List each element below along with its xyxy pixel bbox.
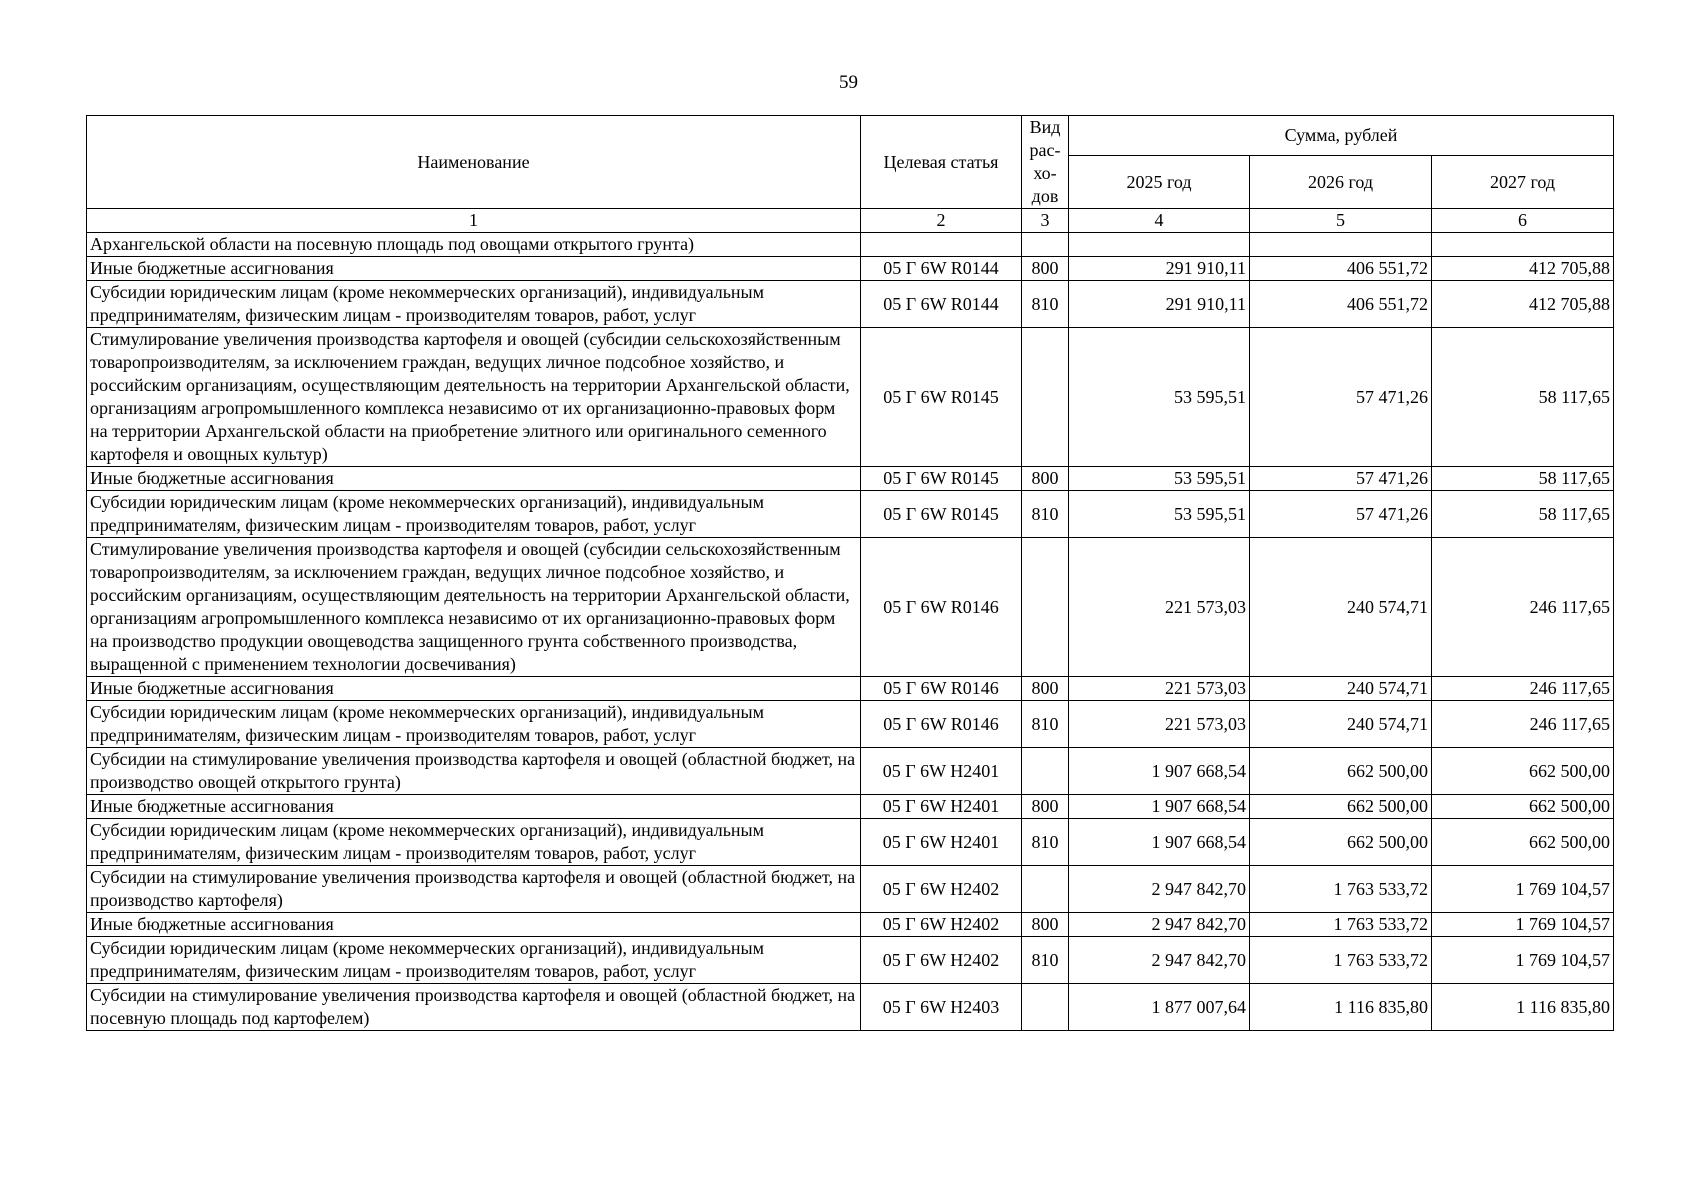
row-sum-2027: 1 769 104,57 (1432, 866, 1614, 913)
row-expense-type: 800 (1022, 795, 1069, 819)
header-year-2027: 2027 год (1432, 156, 1614, 209)
row-name: Иные бюджетные ассигнования (87, 795, 861, 819)
table-row (87, 491, 1614, 538)
row-expense-type: 810 (1022, 491, 1069, 538)
row-sum-2025: 53 595,51 (1069, 328, 1250, 467)
row-sum-2025 (1069, 233, 1250, 257)
row-expense-type (1022, 233, 1069, 257)
row-sum-2025: 221 573,03 (1069, 677, 1250, 701)
row-expense-type: 810 (1022, 281, 1069, 328)
row-name: Субсидии юридическим лицам (кроме некоммерческих организаций), индивидуальным предпринимателям, физическим лицам - производителям товаров, работ, услуг (87, 819, 861, 866)
row-name: Субсидии юридическим лицам (кроме некоммерческих организаций), индивидуальным предпринимателям, физическим лицам - производителям товаров, работ, услуг (87, 491, 861, 538)
row-name: Архангельской области на посевную площадь под овощами открытого грунта) (87, 233, 861, 257)
table-row (87, 257, 1614, 281)
row-expense-type: 800 (1022, 467, 1069, 491)
row-target-code: 05 Г 6W Н2402 (861, 913, 1022, 937)
header-name: Наименование (87, 116, 861, 209)
row-name: Субсидии на стимулирование увеличения производства картофеля и овощей (областной бюджет, на посевную площадь под картофелем) (87, 984, 861, 1031)
row-sum-2026: 662 500,00 (1250, 795, 1432, 819)
column-number: 3 (1022, 209, 1069, 233)
row-sum-2026: 57 471,26 (1250, 491, 1432, 538)
header-sum: Сумма, рублей (1069, 116, 1614, 156)
row-target-code: 05 Г 6W R0145 (861, 491, 1022, 538)
row-sum-2026: 1 763 533,72 (1250, 866, 1432, 913)
header-type: Вид рас- хо- дов (1022, 116, 1069, 209)
row-target-code: 05 Г 6W R0146 (861, 701, 1022, 748)
column-number: 5 (1250, 209, 1432, 233)
row-target-code: 05 Г 6W Н2401 (861, 795, 1022, 819)
row-expense-type: 800 (1022, 677, 1069, 701)
row-sum-2026: 57 471,26 (1250, 467, 1432, 491)
row-sum-2026: 57 471,26 (1250, 328, 1432, 467)
row-expense-type (1022, 538, 1069, 677)
row-expense-type: 800 (1022, 913, 1069, 937)
table-row (87, 677, 1614, 701)
table-row (87, 913, 1614, 937)
row-expense-type (1022, 748, 1069, 795)
row-sum-2026: 662 500,00 (1250, 748, 1432, 795)
row-sum-2026: 1 763 533,72 (1250, 913, 1432, 937)
row-name: Стимулирование увеличения производства картофеля и овощей (субсидии сельскохозяйственным товаропроизводителям, за исключением граждан, ведущих личное подсобное хозяйство, и российским организациям, осуществляющим деятельность на территории Архангельской области, организациям агропромышленного комплекса независимо от их организационно-правовых форм на производство продукции овощеводства защищенного грунта собственного производства, выращенной с применением технологии досвечивания) (87, 538, 861, 677)
row-sum-2025: 291 910,11 (1069, 257, 1250, 281)
row-target-code: 05 Г 6W Н2401 (861, 748, 1022, 795)
table-row (87, 701, 1614, 748)
row-sum-2027: 1 116 835,80 (1432, 984, 1614, 1031)
column-number: 1 (87, 209, 861, 233)
row-sum-2027: 662 500,00 (1432, 748, 1614, 795)
table-row (87, 748, 1614, 795)
table-row (87, 866, 1614, 913)
row-sum-2026: 662 500,00 (1250, 819, 1432, 866)
row-target-code: 05 Г 6W R0146 (861, 677, 1022, 701)
row-target-code: 05 Г 6W R0145 (861, 467, 1022, 491)
row-sum-2026: 1 763 533,72 (1250, 937, 1432, 984)
column-number: 4 (1069, 209, 1250, 233)
row-sum-2027: 662 500,00 (1432, 819, 1614, 866)
row-sum-2025: 1 877 007,64 (1069, 984, 1250, 1031)
table-body (87, 233, 1614, 1031)
row-sum-2027: 1 769 104,57 (1432, 937, 1614, 984)
row-target-code: 05 Г 6W Н2401 (861, 819, 1022, 866)
row-name: Иные бюджетные ассигнования (87, 677, 861, 701)
row-expense-type: 810 (1022, 701, 1069, 748)
table-row (87, 538, 1614, 677)
row-sum-2025: 221 573,03 (1069, 701, 1250, 748)
row-sum-2027 (1432, 233, 1614, 257)
table-row (87, 937, 1614, 984)
row-target-code: 05 Г 6W Н2402 (861, 866, 1022, 913)
row-sum-2025: 53 595,51 (1069, 491, 1250, 538)
row-name: Субсидии на стимулирование увеличения производства картофеля и овощей (областной бюджет, на производство овощей открытого грунта) (87, 748, 861, 795)
row-sum-2025: 1 907 668,54 (1069, 748, 1250, 795)
row-sum-2027: 246 117,65 (1432, 538, 1614, 677)
row-name: Иные бюджетные ассигнования (87, 257, 861, 281)
row-target-code: 05 Г 6W R0144 (861, 281, 1022, 328)
row-expense-type (1022, 328, 1069, 467)
column-number-row (87, 209, 1614, 233)
row-sum-2027: 412 705,88 (1432, 281, 1614, 328)
row-name: Субсидии юридическим лицам (кроме некоммерческих организаций), индивидуальным предпринимателям, физическим лицам - производителям товаров, работ, услуг (87, 937, 861, 984)
row-expense-type: 810 (1022, 937, 1069, 984)
row-sum-2027: 1 769 104,57 (1432, 913, 1614, 937)
row-target-code: 05 Г 6W R0145 (861, 328, 1022, 467)
row-sum-2026: 240 574,71 (1250, 538, 1432, 677)
row-sum-2026: 240 574,71 (1250, 677, 1432, 701)
table-row (87, 467, 1614, 491)
row-sum-2025: 2 947 842,70 (1069, 866, 1250, 913)
table-row (87, 233, 1614, 257)
row-sum-2025: 1 907 668,54 (1069, 795, 1250, 819)
row-target-code: 05 Г 6W Н2403 (861, 984, 1022, 1031)
row-target-code: 05 Г 6W R0144 (861, 257, 1022, 281)
row-expense-type: 810 (1022, 819, 1069, 866)
row-sum-2025: 291 910,11 (1069, 281, 1250, 328)
row-sum-2026: 1 116 835,80 (1250, 984, 1432, 1031)
row-sum-2027: 246 117,65 (1432, 701, 1614, 748)
row-sum-2026: 406 551,72 (1250, 281, 1432, 328)
row-sum-2027: 58 117,65 (1432, 328, 1614, 467)
row-sum-2025: 221 573,03 (1069, 538, 1250, 677)
row-sum-2025: 2 947 842,70 (1069, 913, 1250, 937)
budget-table (86, 115, 1614, 1031)
header-year-2025: 2025 год (1069, 156, 1250, 209)
row-sum-2027: 246 117,65 (1432, 677, 1614, 701)
row-expense-type (1022, 984, 1069, 1031)
row-sum-2027: 662 500,00 (1432, 795, 1614, 819)
table-row (87, 795, 1614, 819)
page-number: 59 (839, 72, 858, 93)
column-number: 2 (861, 209, 1022, 233)
row-sum-2027: 58 117,65 (1432, 491, 1614, 538)
row-name: Иные бюджетные ассигнования (87, 467, 861, 491)
row-expense-type: 800 (1022, 257, 1069, 281)
row-target-code: 05 Г 6W R0146 (861, 538, 1022, 677)
row-sum-2026 (1250, 233, 1432, 257)
row-sum-2026: 406 551,72 (1250, 257, 1432, 281)
row-sum-2027: 58 117,65 (1432, 467, 1614, 491)
header-year-2026: 2026 год (1250, 156, 1432, 209)
row-name: Субсидии юридическим лицам (кроме некоммерческих организаций), индивидуальным предпринимателям, физическим лицам - производителям товаров, работ, услуг (87, 281, 861, 328)
table-header (87, 116, 1614, 233)
row-sum-2025: 2 947 842,70 (1069, 937, 1250, 984)
table-row (87, 328, 1614, 467)
header-target: Целевая статья (861, 116, 1022, 209)
row-sum-2025: 53 595,51 (1069, 467, 1250, 491)
table-row (87, 819, 1614, 866)
row-expense-type (1022, 866, 1069, 913)
row-name: Стимулирование увеличения производства картофеля и овощей (субсидии сельскохозяйственным товаропроизводителям, за исключением граждан, ведущих личное подсобное хозяйство, и российским организациям, осуществляющим деятельность на территории Архангельской области, организациям агропромышленного комплекса независимо от их организационно-правовых форм на территории Архангельской области на приобретение элитного или оригинального семенного картофеля и овощных культур) (87, 328, 861, 467)
table-row (87, 984, 1614, 1031)
row-target-code (861, 233, 1022, 257)
row-sum-2026: 240 574,71 (1250, 701, 1432, 748)
row-name: Субсидии юридическим лицам (кроме некоммерческих организаций), индивидуальным предпринимателям, физическим лицам - производителям товаров, работ, услуг (87, 701, 861, 748)
row-name: Иные бюджетные ассигнования (87, 913, 861, 937)
column-number: 6 (1432, 209, 1614, 233)
row-sum-2025: 1 907 668,54 (1069, 819, 1250, 866)
row-target-code: 05 Г 6W Н2402 (861, 937, 1022, 984)
table-row (87, 281, 1614, 328)
row-sum-2027: 412 705,88 (1432, 257, 1614, 281)
row-name: Субсидии на стимулирование увеличения производства картофеля и овощей (областной бюджет, на производство картофеля) (87, 866, 861, 913)
